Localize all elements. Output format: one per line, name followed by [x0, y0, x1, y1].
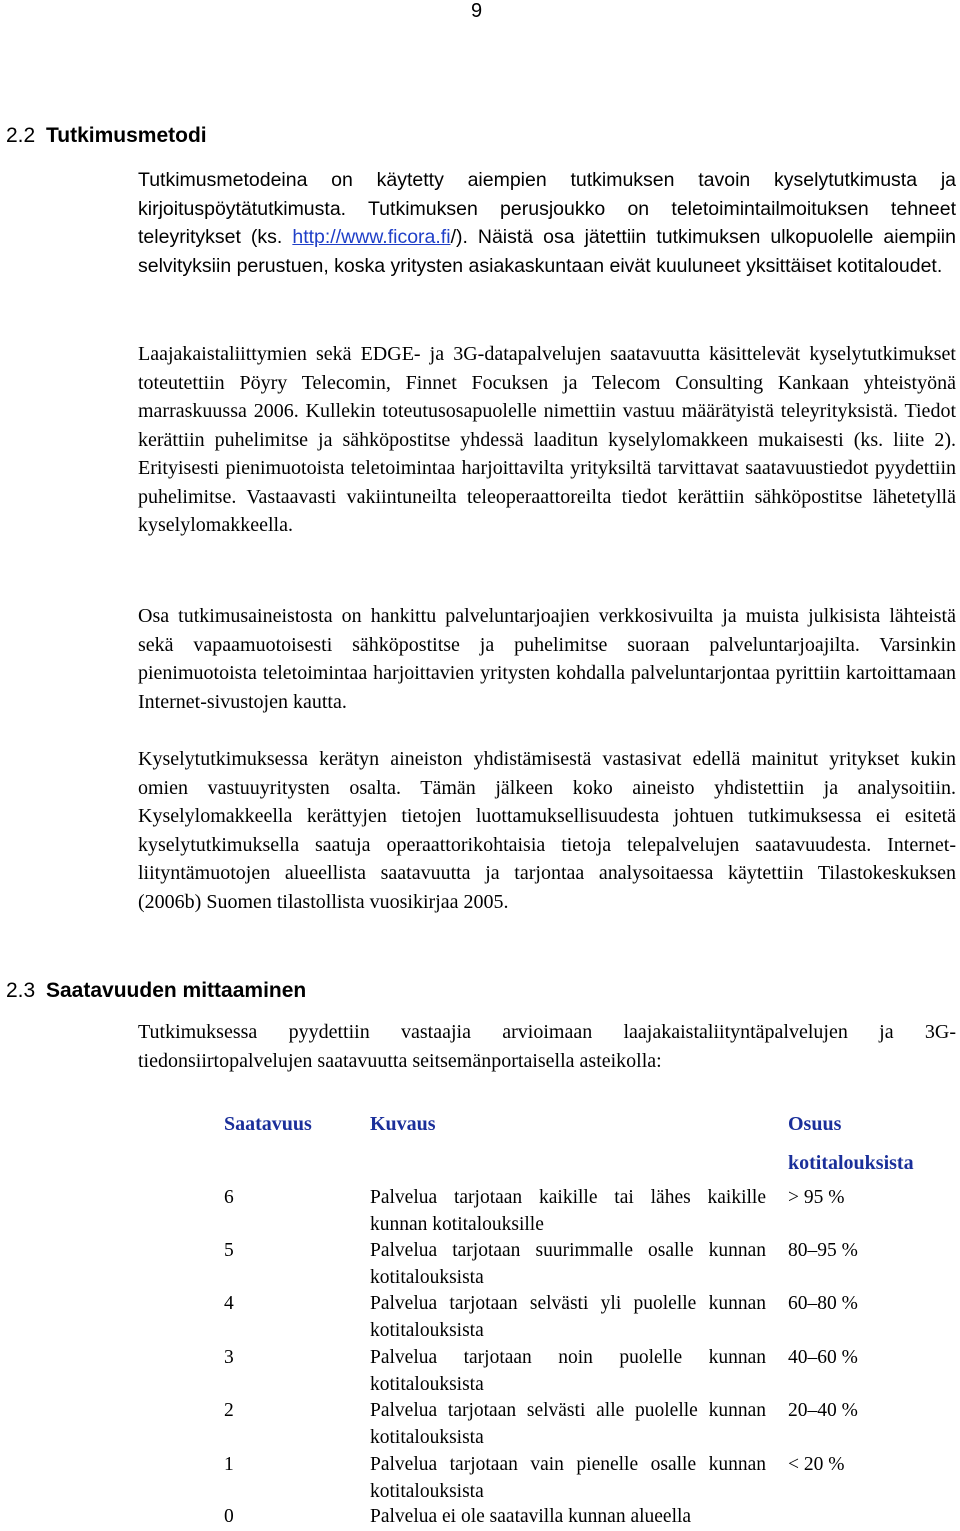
level-description: Palvelua tarjotaan noin puolelle kunnan kotitalouksista: [370, 1347, 766, 1395]
page-number: 9: [471, 0, 483, 22]
level-description: Palvelua tarjotaan selvästi yli puolelle kunnan kotitalouksista: [370, 1293, 766, 1341]
level-description: Palvelua tarjotaan suurimmalle osalle kunnan kotitalouksista: [370, 1240, 766, 1288]
method-paragraph-4: Kyselytutkimuksessa kerätyn aineiston yhdistämisestä vastasivat edellä mainitut yritykset kukin omien vastuuyritysten osalta. Tämän jälkeen koko aineisto yhdistettiin ja analysoitiin. Kyselylomakkeella kerättyjen tietojen luottamuksellisuudesta johtuen tutkimuksessa ei esitetä kyselytutkimuksella saatuja operaattorikohtaisia tietoja telepalvelujen saatavuudesta. Internet-liityntämuotojen alueellista saatavuutta ja tarjontaa analysoitaessa käytettiin Tilastokeskuksen (2006b) Suomen tilastollista vuosikirjaa 2005.: [138, 748, 956, 913]
level-description: Palvelua tarjotaan kaikille tai lähes kaikille kunnan kotitalouksille: [370, 1187, 766, 1235]
availability-paragraph: Tutkimuksessa pyydettiin vastaajia arvioimaan laajakaistaliityntäpalvelujen ja 3G-tiedonsiirtopalvelujen saatavuutta seitsemänportaisella asteikolla:: [138, 1021, 956, 1072]
household-share: 20–40 %: [788, 1400, 858, 1421]
table-header-osuus: Osuus kotitalouksista: [788, 1113, 914, 1174]
section-title: Tutkimusmetodi: [46, 124, 207, 147]
level-value: 3: [224, 1347, 234, 1368]
household-share: 60–80 %: [788, 1293, 858, 1314]
level-value: 4: [224, 1293, 234, 1314]
section-number: 2.2: [6, 124, 36, 147]
level-value: 6: [224, 1187, 234, 1208]
section-number: 2.3: [6, 979, 36, 1002]
paragraph-text: Tutkimusmetodeina on käytetty aiempien tutkimuksen tavoin kyselytutkimusta ja kirjoituspöytätutkimusta. Tutkimuksen perusjoukko on teletoimintailmoituksen tehneet teleyritykset (ks.: [138, 169, 956, 248]
section-title: Saatavuuden mittaaminen: [46, 979, 307, 1002]
level-value: 2: [224, 1400, 234, 1421]
section-heading-2-3: [6, 979, 306, 1003]
level-value: 5: [224, 1240, 234, 1261]
level-value: 1: [224, 1454, 234, 1475]
level-description: Palvelua tarjotaan selvästi alle puolelle kunnan kotitalouksista: [370, 1400, 766, 1448]
method-paragraph-3: Osa tutkimusaineistosta on hankittu palveluntarjoajien verkkosivuilta ja muista julkisista lähteistä sekä vapaamuotoisesti sähköpostitse ja puhelimitse suoraan palveluntarjoajilta. Varsinkin pienimuotoista teletoimintaa harjoittavien yritysten kohdalla palveluntarjontaa pyrittiin kartoittamaan Internet-sivustojen kautta.: [138, 605, 956, 713]
level-description: Palvelua tarjotaan vain pienelle osalle kunnan kotitalouksista: [370, 1454, 766, 1502]
household-share: 40–60 %: [788, 1347, 858, 1368]
section-heading-2-2: [6, 124, 207, 148]
ficora-link[interactable]: http://www.ficora.fi: [292, 226, 451, 248]
level-value: 0: [224, 1506, 234, 1527]
level-description: Palvelua ei ole saatavilla kunnan alueella: [370, 1506, 692, 1527]
household-share: < 20 %: [788, 1454, 845, 1475]
table-header-kuvaus: Kuvaus: [370, 1113, 436, 1135]
method-paragraph-2: Laajakaistaliittymien sekä EDGE- ja 3G-datapalvelujen saatavuutta käsittelevät kyselytutkimukset toteutettiin Pöyry Telecomin, Finnet Focuksen ja Telecom Consulting Kankaan yhteistyönä marraskuussa 2006. Kullekin toteutusosapuolelle nimettiin vastuu määrätyistä teleyrityksistä. Tiedot kerättiin puhelimitse ja sähköpostitse yhdessä laaditun kyselylomakkeen mukaisesti (ks. liite 2). Erityisesti pienimuotoista teletoimintaa harjoittavilta yrityksiltä tarvittavat saatavuustiedot pyydettiin puhelimitse. Vastaavasti vakiintuneilta teleoperaattoreilta tiedot kerättiin sähköpostitse lähetetyllä kyselylomakkeella.: [138, 343, 956, 536]
table-header-saatavuus: Saatavuus: [224, 1113, 312, 1135]
household-share: > 95 %: [788, 1187, 845, 1208]
household-share: 80–95 %: [788, 1240, 858, 1261]
paragraph-text: /). Näistä osa jätettiin tutkimuksen ulkopuolelle aiempiin selvityksiin perustuen, koska yritysten asiakaskuntaan eivät kuuluneet yksittäiset kotitaloudet.: [138, 226, 956, 277]
method-paragraph-1: [138, 166, 956, 280]
